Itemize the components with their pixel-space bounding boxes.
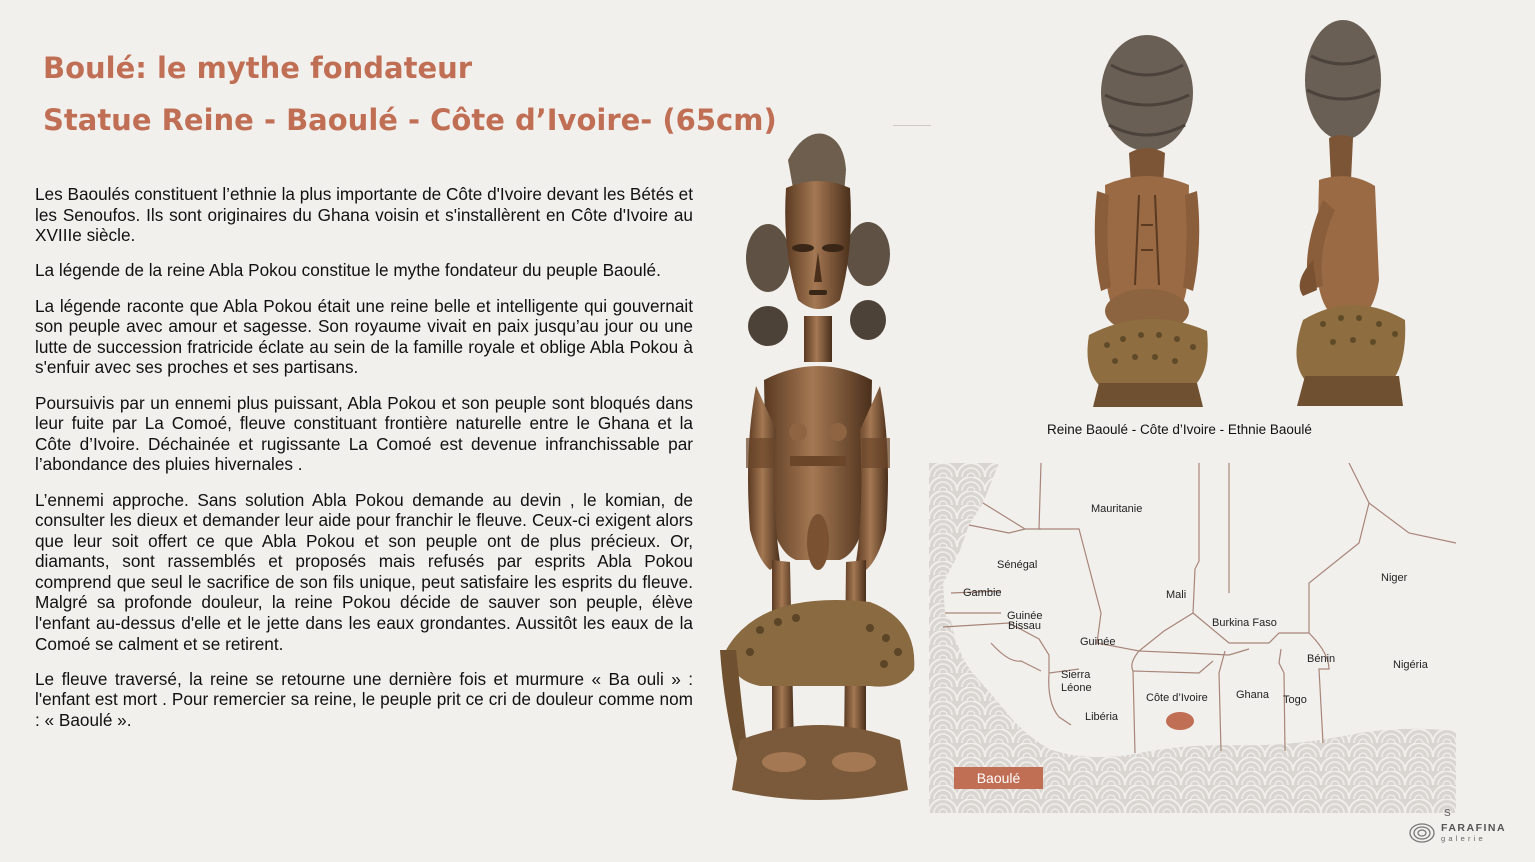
- map-label-liberia: Libéria: [1085, 711, 1119, 723]
- statue-back-image: [1083, 35, 1213, 418]
- paragraph: Le fleuve traversé, la reine se retourne une dernière fois et murmure « Ba ouli » : l'enfant est mort . Pour remercier sa reine, le peuple prit ce cri de douleur comme nom : « Baoulé ».: [35, 668, 693, 731]
- spiral-logo-icon: [1409, 822, 1435, 844]
- title-subtitle: Statue Reine - Baoulé - Côte d’Ivoire- (65cm): [43, 103, 777, 137]
- map-label-togo: Togo: [1283, 694, 1307, 706]
- image-caption: Reine Baoulé - Côte d’Ivoire - Ethnie Baoulé: [1047, 422, 1312, 437]
- logo-name: FARAFINA: [1441, 822, 1507, 834]
- map-label-benin: Bénin: [1307, 653, 1336, 665]
- map-label-guinee: Guinée: [1080, 636, 1116, 648]
- map-legend-baoule: Baoulé: [954, 767, 1043, 789]
- paragraph: L’ennemi approche. Sans solution Abla Pokou demande au devin , le komian, de consulter les dieux et demander leur aide pour franchir le fleuve. Ceux-ci exigent alors que leur soit offert ce que Abla Pokou et son peuple ont de plus précieux. Or, diamants, sont rassemblés et proposés mais refusés par esprits Abla Pokou comprend que seul le sacrifice de son fils unique, peut satisfaire les esprits du fleuve. Malgré sa profonde douleur, la reine Pokou décide de sauver son peuple, élève l'enfant au-dessus d'elle et le jette dans les eaux grondantes. Aussitôt les eaux de la Comoé se calment et se retirent.: [35, 489, 693, 654]
- statue-side-image: [1283, 20, 1408, 417]
- map-label-guinee-bissau-line2: Bissau: [1008, 620, 1042, 632]
- baoule-marker: [1166, 712, 1194, 730]
- map-label-burkina-faso: Burkina Faso: [1212, 617, 1277, 629]
- map-label-gambie: Gambie: [963, 587, 1002, 599]
- logo-text: [1441, 823, 1506, 843]
- decorative-rule: [893, 125, 931, 126]
- farafina-logo: [1409, 822, 1506, 844]
- map-label-niger: Niger: [1381, 572, 1408, 584]
- map-label-mali: Mali: [1166, 589, 1187, 601]
- paragraph: Les Baoulés constituent l’ethnie la plus importante de Côte d'Ivoire devant les Bétés et les Senoufos. Ils sont originaires du Ghana voisin et s'installèrent en Côte d'Ivoire au XVIIIe siècle.: [35, 184, 693, 246]
- title-block: [43, 42, 777, 146]
- map-label-guinee-bissau-line1: Guinée: [1007, 610, 1043, 622]
- map-label-sierra-leone-line2: Léone: [1061, 682, 1092, 694]
- map-label-ghana: Ghana: [1236, 689, 1270, 701]
- map-label-cote-divoire: Côte d’Ivoire: [1146, 692, 1208, 704]
- map-label-senegal: Sénégal: [997, 559, 1038, 571]
- map-label-sierra-leone-line1: Sierra: [1061, 669, 1091, 681]
- legend-text: [35, 184, 693, 745]
- logo-subtitle: galerie: [1441, 834, 1486, 843]
- paragraph: La légende de la reine Abla Pokou constitue le mythe fondateur du peuple Baoulé.: [35, 260, 661, 281]
- title-main: Boulé: le mythe fondateur: [43, 51, 473, 85]
- paragraph: Poursuivis par un ennemi plus puissant, Abla Pokou et son peuple sont bloqués dans leur fuite par La Comoé, fleuve constituant frontière naturelle entre le Ghana et la Côte d’Ivoire. Déchainée et rugissante La Comoé est devenue infranchissable par l’abondance des pluies hivernales .: [35, 392, 693, 475]
- map-corner-mark: S: [1444, 808, 1451, 819]
- map-label-nigeria: Nigéria: [1393, 659, 1428, 671]
- map-label-mauritanie: Mauritanie: [1091, 503, 1143, 515]
- west-africa-map: [929, 463, 1456, 813]
- statue-front-image: [720, 130, 920, 810]
- paragraph: La légende raconte que Abla Pokou était une reine belle et intelligente qui gouvernait son peuple avec amour et sagesse. Son royaume vivait en paix jusqu’au jour ou une lutte de succession fratricide éclate au sein de la famille royale et oblige Abla Pokou à s'enfuir avec ses proches et ses partisans.: [35, 295, 693, 378]
